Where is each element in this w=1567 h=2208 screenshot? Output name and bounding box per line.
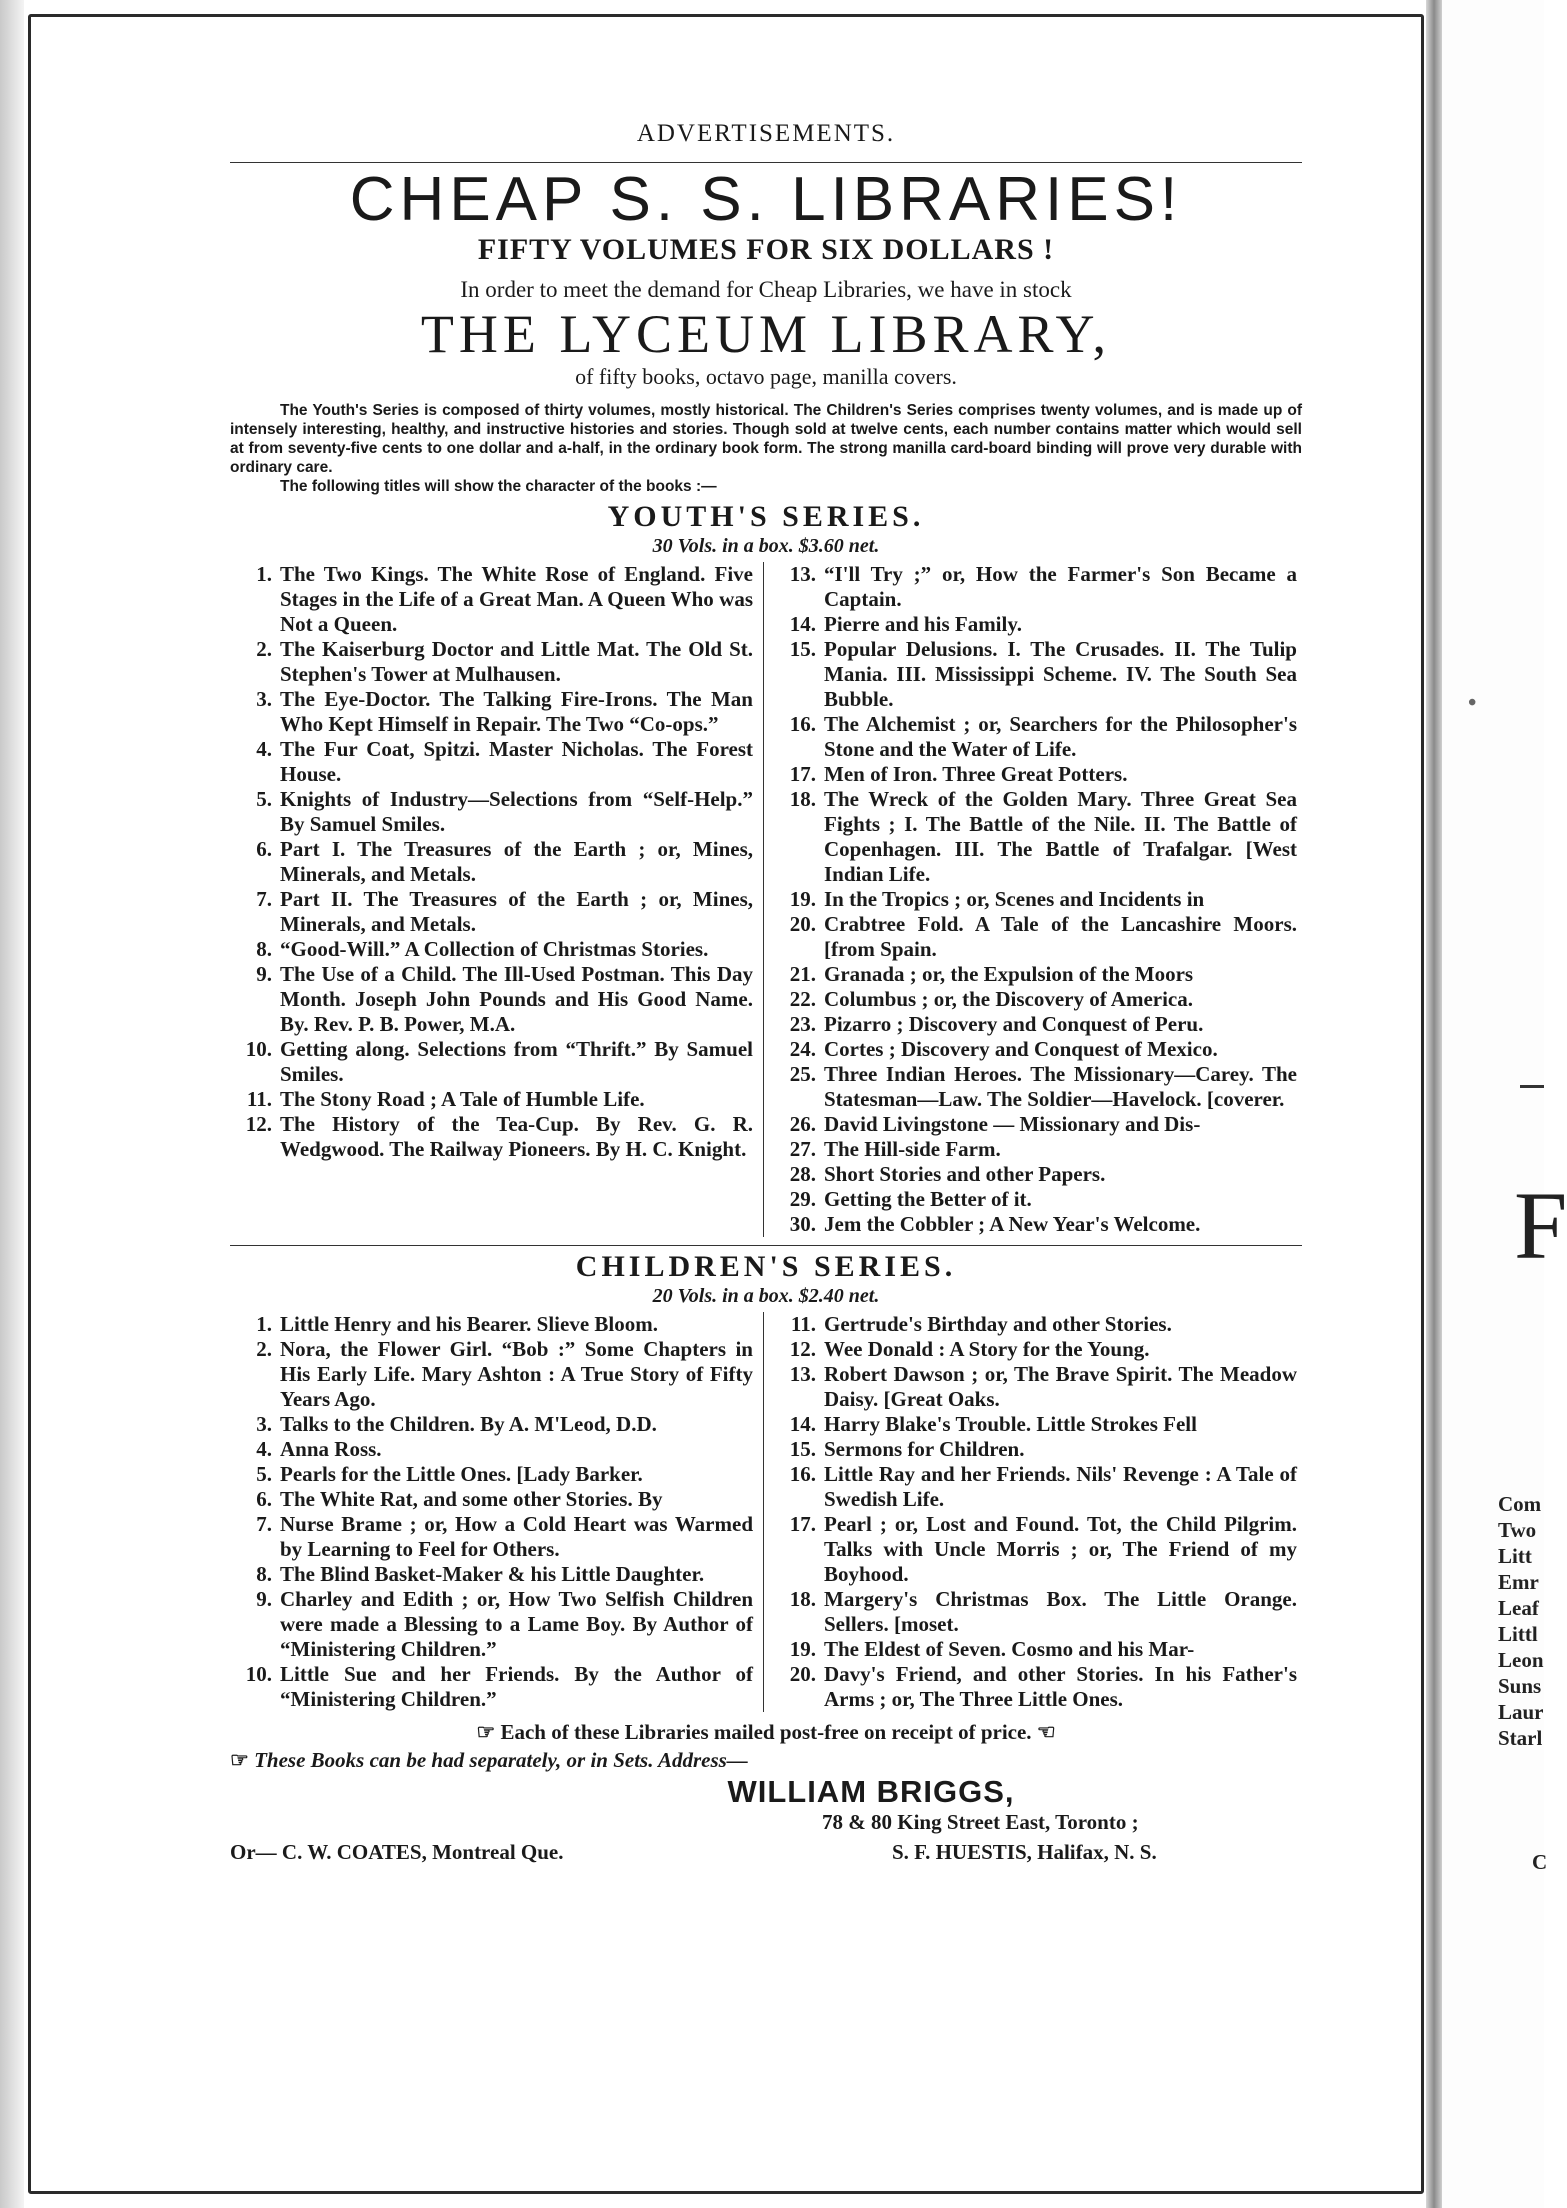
book-title: The Eye-Doctor. The Talking Fire-Irons. The Man Who Kept Himself in Repair. The Two “Co-ops.” (280, 687, 753, 736)
item-number: 28. (789, 1162, 816, 1186)
item-number: 17. (789, 1512, 816, 1536)
list-item (774, 987, 1297, 1012)
book-title: The Kaiserburg Doctor and Little Mat. The Old St. Stephen's Tower at Mulhausen. (280, 637, 753, 686)
header-rule (230, 162, 1302, 163)
book-title: Davy's Friend, and other Stories. In his Father's Arms ; or, The Three Little Ones. (824, 1662, 1297, 1711)
list-item (774, 962, 1297, 987)
facing-fragment: Emr (1498, 1570, 1539, 1594)
list-item (230, 1587, 753, 1662)
list-item (230, 1462, 753, 1487)
book-gutter (1426, 0, 1442, 2208)
facing-fragment: Suns (1498, 1674, 1542, 1698)
item-number: 4. (256, 1437, 272, 1461)
description-note: The following titles will show the character of the books :— (280, 478, 717, 495)
library-subtitle: of fifty books, octavo page, manilla covers. (575, 364, 957, 389)
book-title: Little Henry and his Bearer. Slieve Bloom. (280, 1312, 658, 1336)
list-item (774, 762, 1297, 787)
facing-fragment: Two (1498, 1518, 1537, 1542)
book-title: Columbus ; or, the Discovery of America. (824, 987, 1194, 1011)
book-title: Men of Iron. Three Great Potters. (824, 762, 1128, 786)
book-title: Pierre and his Family. (824, 612, 1022, 636)
book-title: Margery's Christmas Box. The Little Orange. Sellers. [moset. (824, 1587, 1297, 1636)
list-item (230, 887, 753, 937)
children-right-column (764, 1312, 1297, 1712)
item-number: 8. (256, 1562, 272, 1586)
item-number: 29. (789, 1187, 816, 1211)
address-block (230, 1810, 1302, 1870)
pointing-hand-icon: ☜ (1036, 1720, 1056, 1744)
item-number: 5. (256, 787, 272, 811)
library-name: THE LYCEUM LIBRARY, (420, 304, 1112, 364)
book-title: Robert Dawson ; or, The Brave Spirit. The Meadow Daisy. [Great Oaks. (824, 1362, 1297, 1411)
separately-notice-text: These Books can be had separately, or in Sets. Address— (254, 1748, 748, 1772)
item-number: 15. (789, 637, 816, 661)
youth-series-list (230, 562, 1302, 1237)
book-title: Pearls for the Little Ones. [Lady Barker. (280, 1462, 643, 1486)
children-series-list (230, 1312, 1302, 1712)
book-title: Crabtree Fold. A Tale of the Lancashire Moors. [from Spain. (824, 912, 1297, 961)
item-number: 19. (789, 1637, 816, 1661)
publisher-name: WILLIAM BRIGGS, (727, 1774, 1015, 1809)
book-title: The Two Kings. The White Rose of England. Five Stages in the Life of a Great Man. A Queen Who was Not a Queen. (280, 562, 753, 636)
book-title: Pearl ; or, Lost and Found. Tot, the Child Pilgrim. Talks with Uncle Morris ; or, The Friend of my Boyhood. (824, 1512, 1297, 1586)
item-number: 4. (256, 737, 272, 761)
children-series-price: 20 Vols. in a box. $2.40 net. (652, 1285, 880, 1307)
list-item (230, 1087, 753, 1112)
list-item (230, 637, 753, 687)
item-number: 2. (256, 637, 272, 661)
item-number: 24. (789, 1037, 816, 1061)
item-number: 19. (789, 887, 816, 911)
book-title: David Livingstone — Missionary and Dis- (824, 1112, 1201, 1136)
list-item (774, 1212, 1297, 1237)
book-title: “Good-Will.” A Collection of Christmas Stories. (280, 937, 709, 961)
description: The Youth's Series is composed of thirty volumes, mostly historical. The Children's Series comprises twenty volumes, and is made up of intensely interesting, healthy, and instructive histories and stories. Though sold at twelve cents, each number contains matter which would sell at from seventy-five cents to one dollar and a-half, in the ordinary book form. The strong manilla card-board binding will prove very durable with ordinary care. (230, 402, 1302, 476)
list-item (230, 1037, 753, 1087)
list-item (230, 962, 753, 1037)
item-number: 20. (789, 912, 816, 936)
list-item (774, 887, 1297, 912)
facing-fragment: Starl (1498, 1726, 1543, 1750)
book-title: Getting the Better of it. (824, 1187, 1032, 1211)
item-number: 9. (256, 962, 272, 986)
item-number: 17. (789, 762, 816, 786)
list-item (774, 1062, 1297, 1112)
list-item (774, 637, 1297, 712)
item-number: 13. (789, 562, 816, 586)
item-number: 11. (246, 1087, 272, 1111)
item-number: 11. (790, 1312, 816, 1336)
list-item (230, 1337, 753, 1412)
item-number: 3. (256, 687, 272, 711)
facing-page (1442, 0, 1567, 2208)
book-title: Charley and Edith ; or, How Two Selfish Children were made a Blessing to a Lame Boy. By Author of “Ministering Children.” (280, 1587, 753, 1661)
book-title: Nora, the Flower Girl. “Bob :” Some Chapters in His Early Life. Mary Ashton : A True Story of Fifty Years Ago. (280, 1337, 753, 1411)
book-title: Anna Ross. (280, 1437, 382, 1461)
item-number: 25. (789, 1062, 816, 1086)
list-item (230, 787, 753, 837)
facing-fragment: Laur (1498, 1700, 1544, 1724)
item-number: 18. (789, 1587, 816, 1611)
book-title: Part II. The Treasures of the Earth ; or, Mines, Minerals, and Metals. (280, 887, 753, 936)
facing-stray-letter: C (1532, 1850, 1548, 1874)
list-item (774, 562, 1297, 612)
item-number: 7. (256, 1512, 272, 1536)
list-item (774, 1187, 1297, 1212)
pointing-hand-icon: ☞ (230, 1748, 249, 1772)
item-number: 22. (789, 987, 816, 1011)
list-item (774, 1112, 1297, 1137)
book-title: Little Ray and her Friends. Nils' Revenge : A Tale of Swedish Life. (824, 1462, 1297, 1511)
facing-bullet: • (1468, 690, 1477, 716)
section-rule (230, 1245, 1302, 1246)
list-item (774, 1662, 1297, 1712)
list-item (774, 1312, 1297, 1337)
item-number: 2. (256, 1337, 272, 1361)
list-item (774, 612, 1297, 637)
item-number: 15. (789, 1437, 816, 1461)
book-title: Three Indian Heroes. The Missionary—Carey. The Statesman—Law. The Soldier—Havelock. [coverer. (824, 1062, 1297, 1111)
list-item (230, 737, 753, 787)
scan-edge-shadow (0, 0, 24, 2208)
item-number: 6. (256, 1487, 272, 1511)
item-number: 26. (789, 1112, 816, 1136)
book-title: The Hill-side Farm. (824, 1137, 1001, 1161)
list-item (230, 1662, 753, 1712)
facing-fragment: Leon (1498, 1648, 1544, 1672)
item-number: 21. (789, 962, 816, 986)
book-title: Little Sue and her Friends. By the Author of “Ministering Children.” (280, 1662, 753, 1711)
book-title: Granada ; or, the Expulsion of the Moors (824, 962, 1194, 986)
book-title: In the Tropics ; or, Scenes and Incidents in (824, 887, 1205, 911)
mailed-notice-text: Each of these Libraries mailed post-free on receipt of price. (500, 1720, 1032, 1744)
separately-notice (230, 1746, 1302, 1774)
item-number: 10. (245, 1037, 272, 1061)
list-item (774, 1437, 1297, 1462)
headline: CHEAP S. S. LIBRARIES! (349, 165, 1183, 234)
item-number: 14. (789, 1412, 816, 1436)
item-number: 18. (789, 787, 816, 811)
list-item (774, 1037, 1297, 1062)
book-title: Nurse Brame ; or, How a Cold Heart was Warmed by Learning to Feel for Others. (280, 1512, 753, 1561)
list-item (774, 1337, 1297, 1362)
book-title: The Use of a Child. The Ill-Used Postman. This Day Month. Joseph John Pounds and His Good Name. By. Rev. P. B. Power, M.A. (280, 962, 753, 1036)
book-title: Getting along. Selections from “Thrift.” By Samuel Smiles. (280, 1037, 753, 1086)
toronto-address: 78 & 80 King Street East, Toronto ; (822, 1810, 1139, 1834)
item-number: 7. (256, 887, 272, 911)
list-item (230, 1412, 753, 1437)
book-title: Part I. The Treasures of the Earth ; or, Mines, Minerals, and Metals. (280, 837, 753, 886)
book-title: Short Stories and other Papers. (824, 1162, 1106, 1186)
book-title: The Blind Basket-Maker & his Little Daughter. (280, 1562, 705, 1586)
youth-left-column (230, 562, 763, 1237)
facing-fragment: Com (1498, 1492, 1542, 1516)
book-title: Talks to the Children. By A. M'Leod, D.D. (280, 1412, 657, 1436)
item-number: 1. (256, 1312, 272, 1336)
book-title: Popular Delusions. I. The Crusades. II. The Tulip Mania. III. Mississippi Scheme. IV. The South Sea Bubble. (824, 637, 1297, 711)
book-title: Jem the Cobbler ; A New Year's Welcome. (824, 1212, 1201, 1236)
facing-fragment: Littl (1498, 1622, 1538, 1646)
list-item (774, 912, 1297, 962)
item-number: 16. (789, 1462, 816, 1486)
intro-text: In order to meet the demand for Cheap Libraries, we have in stock (460, 277, 1072, 302)
book-title: Knights of Industry—Selections from “Self-Help.” By Samuel Smiles. (280, 787, 753, 836)
item-number: 16. (789, 712, 816, 736)
book-title: Cortes ; Discovery and Conquest of Mexico. (824, 1037, 1218, 1061)
list-item (774, 1412, 1297, 1437)
list-item (230, 1437, 753, 1462)
youth-series-title: YOUTH'S SERIES. (607, 500, 925, 533)
item-number: 6. (256, 837, 272, 861)
youth-right-column (764, 562, 1297, 1237)
montreal-agent: Or— C. W. COATES, Montreal Que. (230, 1840, 564, 1864)
page-header: ADVERTISEMENTS. (636, 120, 896, 147)
list-item (774, 1462, 1297, 1512)
facing-rule (1520, 1085, 1544, 1088)
facing-fragment: Litt (1498, 1544, 1532, 1568)
halifax-agent: S. F. HUESTIS, Halifax, N. S. (892, 1840, 1157, 1864)
book-title: The History of the Tea-Cup. By Rev. G. R. Wedgwood. The Railway Pioneers. By H. C. Knight. (280, 1112, 753, 1161)
item-number: 8. (256, 937, 272, 961)
item-number: 1. (256, 562, 272, 586)
youth-series-price: 30 Vols. in a box. $3.60 net. (652, 535, 880, 557)
item-number: 20. (789, 1662, 816, 1686)
book-title: Sermons for Children. (824, 1437, 1025, 1461)
list-item (774, 1362, 1297, 1412)
item-number: 9. (256, 1587, 272, 1611)
item-number: 12. (789, 1337, 816, 1361)
item-number: 12. (245, 1112, 272, 1136)
list-item (230, 837, 753, 887)
item-number: 3. (256, 1412, 272, 1436)
list-item (230, 562, 753, 637)
list-item (774, 712, 1297, 762)
pointing-hand-icon: ☞ (476, 1720, 496, 1744)
list-item (774, 1162, 1297, 1187)
list-item (230, 1562, 753, 1587)
book-title: The Alchemist ; or, Searchers for the Philosopher's Stone and the Water of Life. (824, 712, 1297, 761)
facing-fragment: Leaf (1498, 1596, 1539, 1620)
list-item (774, 1637, 1297, 1662)
book-title: Gertrude's Birthday and other Stories. (824, 1312, 1172, 1336)
list-item (230, 1487, 753, 1512)
list-item (774, 1512, 1297, 1587)
list-item (774, 1012, 1297, 1037)
list-item (774, 787, 1297, 887)
book-title: The Stony Road ; A Tale of Humble Life. (280, 1087, 645, 1111)
list-item (230, 1112, 753, 1162)
item-number: 14. (789, 612, 816, 636)
facing-big-letter: F (1514, 1172, 1567, 1279)
list-item (230, 1512, 753, 1562)
book-title: Harry Blake's Trouble. Little Strokes Fell (824, 1412, 1197, 1436)
book-title: The White Rat, and some other Stories. By (280, 1487, 663, 1511)
item-number: 27. (789, 1137, 816, 1161)
subheadline: FIFTY VOLUMES FOR SIX DOLLARS ! (477, 233, 1055, 266)
book-title: “I'll Try ;” or, How the Farmer's Son Became a Captain. (824, 562, 1297, 611)
item-number: 30. (789, 1212, 816, 1236)
item-number: 5. (256, 1462, 272, 1486)
list-item (230, 1312, 753, 1337)
item-number: 23. (789, 1012, 816, 1036)
item-number: 13. (789, 1362, 816, 1386)
book-title: Wee Donald : A Story for the Young. (824, 1337, 1150, 1361)
children-series-title: CHILDREN'S SERIES. (575, 1250, 957, 1283)
list-item (774, 1587, 1297, 1637)
list-item (230, 687, 753, 737)
book-title: The Wreck of the Golden Mary. Three Great Sea Fights ; I. The Battle of the Nile. II. The Battle of Copenhagen. III. The Battle of Trafalgar. [West Indian Life. (824, 787, 1297, 886)
book-title: The Fur Coat, Spitzi. Master Nicholas. The Forest House. (280, 737, 753, 786)
item-number: 10. (245, 1662, 272, 1686)
book-title: The Eldest of Seven. Cosmo and his Mar- (824, 1637, 1195, 1661)
book-title: Pizarro ; Discovery and Conquest of Peru. (824, 1012, 1204, 1036)
mailed-notice (230, 1718, 1302, 1746)
list-item (230, 937, 753, 962)
list-item (774, 1137, 1297, 1162)
advertisement-page (230, 120, 1302, 1870)
children-left-column (230, 1312, 763, 1712)
